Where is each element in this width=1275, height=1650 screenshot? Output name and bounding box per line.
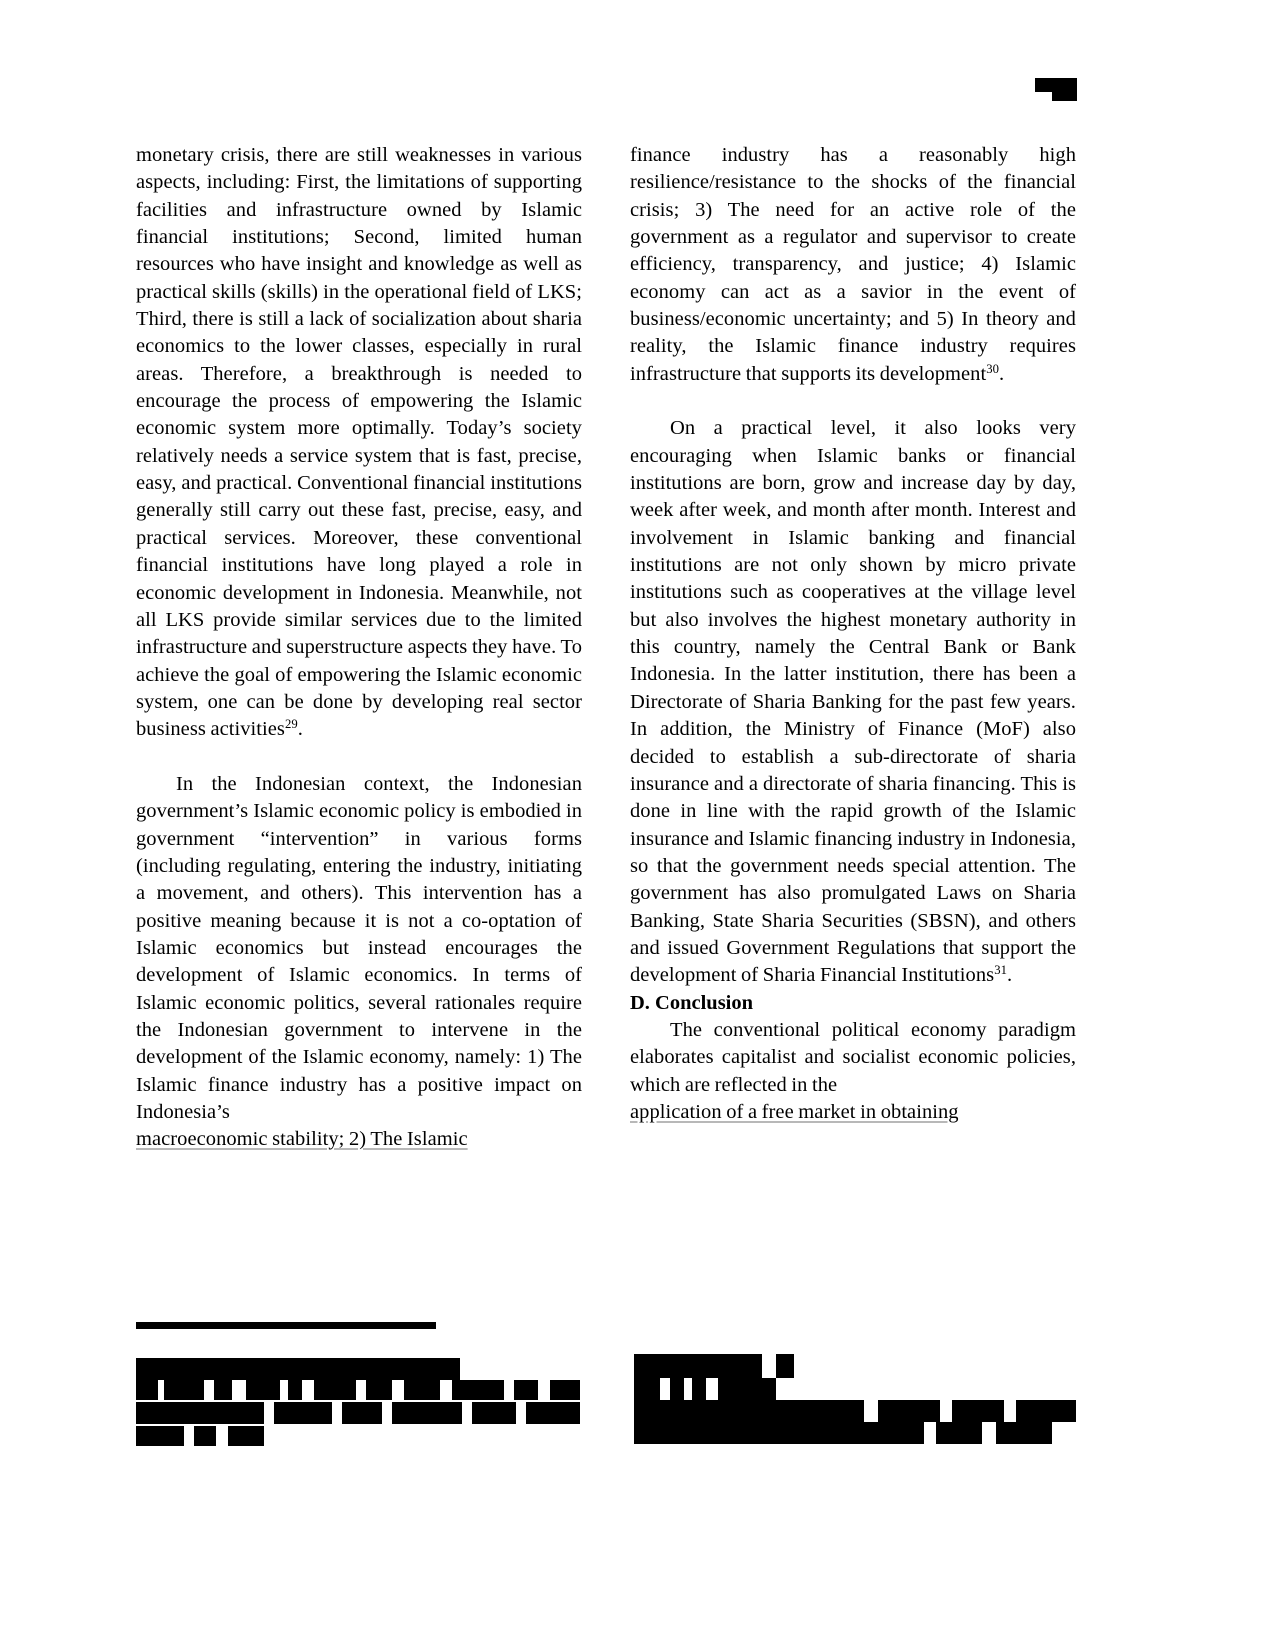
- redacted-footnote-left-segment: [342, 1402, 382, 1424]
- redacted-footnote-right-segment: [634, 1422, 924, 1444]
- footnote-ref-29[interactable]: 29: [284, 717, 298, 732]
- redacted-footnote-left-segment: [514, 1380, 538, 1400]
- redacted-footnote-left-segment: [248, 1358, 280, 1380]
- redacted-footnote-right-segment: [634, 1378, 660, 1400]
- redacted-footnote-right-segment: [718, 1378, 776, 1400]
- redacted-footnote-left-segment: [228, 1426, 264, 1446]
- redacted-footnote-right-segment: [692, 1378, 706, 1400]
- paragraph-continued-right: [630, 142, 1076, 388]
- redacted-footnote-left-segment: [136, 1358, 460, 1380]
- paragraph-text-tail: .: [1007, 964, 1013, 987]
- two-column-body: [136, 142, 1076, 1154]
- redacted-footnote-right-segment: [996, 1422, 1052, 1444]
- paragraph-text-tail: .: [999, 362, 1005, 385]
- redacted-footnote-right-segment: [936, 1422, 982, 1444]
- paragraph-text: monetary crisis, there are still weaknesses in various aspects, including: First, the limitations of supporting facilities and infrastructure owned by Islamic financial institutions; Second, limited human resources who have insight and knowledge as well as practical skills (skills) in the operational field of LKS; Third, there is still a lack of socialization about sharia economics to the lower classes, especially in rural areas. Therefore, a breakthrough is needed to encourage the process of empowering the Islamic economic system more optimally. Today’s society relatively needs a service system that is fast, precise, easy, and practical. Conventional financial institutions generally still carry out these fast, precise, easy, and practical services. Moreover, these conventional financial institutions have long played a role in economic development in Indonesia. Meanwhile, not all LKS provide similar services due to the limited infrastructure and superstructure aspects they have. To achieve the goal of empowering the Islamic economic system, one can be done by developing real sector business activities: [136, 144, 582, 741]
- footnote-area: [136, 1340, 1076, 1470]
- redacted-header-mark: [1035, 78, 1077, 92]
- redacted-footnote-right-segment: [634, 1400, 864, 1422]
- paragraph-continued-left: [136, 142, 582, 744]
- redacted-footnote-left-segment: [214, 1380, 232, 1400]
- redacted-footnote-left-segment: [452, 1380, 504, 1400]
- paragraph-text-tail: .: [297, 718, 303, 741]
- paragraph-text: On a practical level, it also looks very encouraging when Islamic banks or financial institutions are born, grow and increase day by day, week after week, and month after month. Interest and involvement in Islamic banking and financial institutions are not only shown by micro private institutions such as cooperatives at the village level but also involves the highest monetary authority in this country, namely the Central Bank or Bank Indonesia. In the latter institution, there has been a Directorate of Sharia Banking for the past few years. In addition, the Ministry of Finance (MoF) also decided to establish a sub-directorate of sharia insurance and a directorate of sharia financing. This is done in line with the rapid growth of the Islamic insurance and Islamic financing industry in Indonesia, so that the government needs special attention. The government has also promulgated Laws on Sharia Banking, State Sharia Securities (SBSN), and others and issued Government Regulations that support the development of Sharia Financial Institutions: [630, 417, 1076, 987]
- redacted-footnote-left-segment: [314, 1380, 356, 1400]
- redacted-footnote-right-segment: [776, 1354, 794, 1378]
- paragraph-indonesian-context: [136, 771, 582, 1126]
- redacted-footnote-left-segment: [288, 1380, 302, 1400]
- right-column: [630, 142, 1076, 1154]
- redacted-footnote-right-segment: [1016, 1400, 1076, 1422]
- redacted-footnote-right-segment: [952, 1400, 1004, 1422]
- footnote-ref-30[interactable]: 30: [986, 361, 999, 376]
- paragraph-conclusion: The conventional political economy paradigm elaborates capitalist and socialist economic policies, which are reflected in the: [630, 1018, 1076, 1096]
- section-heading-conclusion: D. Conclusion: [630, 991, 754, 1014]
- redacted-footnote-left-segment: [136, 1426, 184, 1446]
- footnote-separator-rule: [136, 1322, 436, 1329]
- redacted-footnote-left-segment: [392, 1402, 462, 1424]
- underlined-tail-line-left: macroeconomic stability; 2) The Islamic: [136, 1128, 468, 1151]
- redacted-footnote-left-segment: [164, 1380, 204, 1400]
- redacted-footnote-left-segment: [194, 1426, 216, 1446]
- redacted-footnote-left-segment: [404, 1380, 440, 1400]
- redacted-footnote-left-segment: [366, 1380, 392, 1400]
- redacted-footnote-left-segment: [136, 1402, 264, 1424]
- underlined-tail-line-right: application of a free market in obtaining: [630, 1100, 959, 1123]
- redacted-footnote-left-segment: [550, 1380, 580, 1400]
- redacted-footnote-left-segment: [274, 1402, 332, 1424]
- redacted-footnote-left-segment: [526, 1402, 580, 1424]
- redacted-footnote-right-segment: [878, 1400, 940, 1422]
- redacted-footnote-left-segment: [136, 1380, 158, 1400]
- redacted-footnote-left-segment: [246, 1380, 280, 1400]
- paragraph-practical-level: [630, 415, 1076, 989]
- paragraph-text: In the Indonesian context, the Indonesian government’s Islamic economic policy is embodied in government “intervention” in various forms (including regulating, entering the industry, initiating a movement, and others). This intervention has a positive meaning because it is not a co-optation of Islamic economics but instead encourages the development of Islamic economics. In terms of Islamic economic politics, several rationales require the Indonesian government to intervene in the development of the Islamic economy, namely: 1) The Islamic finance industry has a positive impact on Indonesia’s: [136, 772, 582, 1123]
- redacted-footnote-left-segment: [472, 1402, 516, 1424]
- footnote-ref-31[interactable]: 31: [994, 963, 1007, 978]
- redacted-footnote-right-segment: [634, 1354, 762, 1378]
- left-column: [136, 142, 582, 1154]
- paragraph-text: finance industry has a reasonably high resilience/resistance to the shocks of the financial crisis; 3) The need for an active role of the government as a regulator and supervisor to create efficiency, transparency, and justice; 4) Islamic economy can act as a savior in the event of business/economic uncertainty; and 5) In theory and reality, the Islamic finance industry requires infrastructure that supports its development: [630, 144, 1076, 385]
- redacted-footnote-right-segment: [670, 1378, 684, 1400]
